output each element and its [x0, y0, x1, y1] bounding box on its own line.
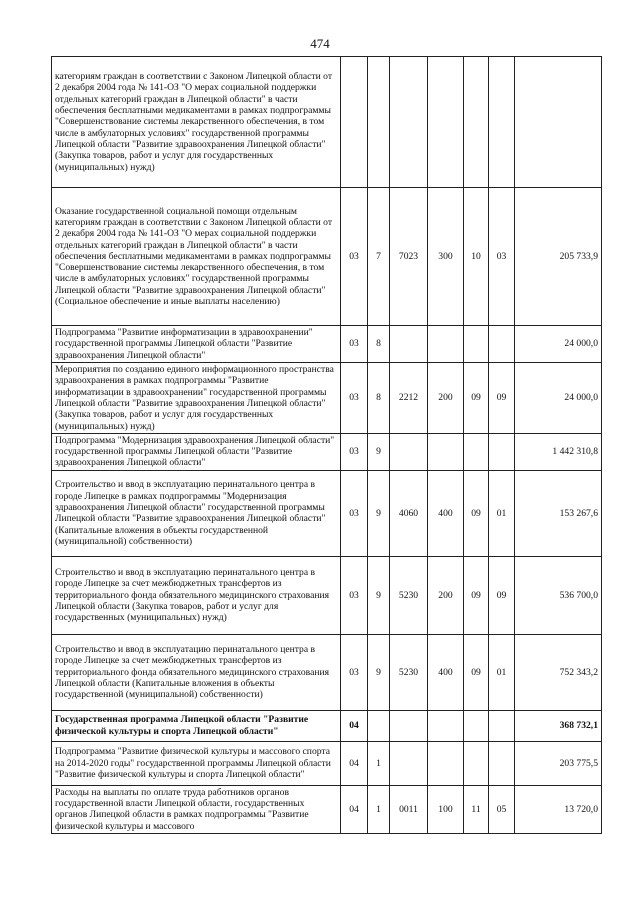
code-subprogram: 9: [368, 634, 390, 710]
row-amount: 536 700,0: [515, 556, 602, 634]
code-expense-type: 300: [428, 188, 464, 326]
code-article: [390, 710, 428, 741]
code-article: [390, 326, 428, 363]
code-subsection: [489, 326, 515, 363]
row-name: Строительство и ввод в эксплуатацию перинатального центра в городе Липецке за счет межбюджетных трансфертов из территориального фонда обязательного медицинского страхования Липецкой области (Закупка товаров, работ и услуг для государственных (муниципальных) нужд): [52, 556, 341, 634]
code-article: 5230: [390, 556, 428, 634]
code-section: 10: [464, 188, 489, 326]
code-program: 03: [341, 470, 368, 556]
code-subprogram: 7: [368, 188, 390, 326]
row-name: Подпрограмма "Модернизация здравоохранения Липецкой области" государственной программы Липецкой области "Развитие здравоохранения Липецкой области": [52, 433, 341, 470]
table-row: [52, 188, 602, 326]
row-amount: 205 733,9: [515, 188, 602, 326]
code-subsection: 05: [489, 785, 515, 833]
row-name: Оказание государственной социальной помощи отдельным категориям граждан в соответствии с Законом Липецкой области от 2 декабря 2004 года № 141-ОЗ "О мерах социальной поддержки отдельных категорий граждан в Липецкой области" в части обеспечения бесплатными медикаментами в рамках подпрограммы "Совершенствование системы лекарственного обеспечения, в том числе в амбулаторных условиях" государственной программы Липецкой области "Развитие здравоохранения Липецкой области" (Социальное обеспечение и иные выплаты населению): [52, 188, 341, 326]
code-expense-type: 400: [428, 634, 464, 710]
code-expense-type: [428, 710, 464, 741]
row-amount: 153 267,6: [515, 470, 602, 556]
code-section: 09: [464, 556, 489, 634]
code-expense-type: [428, 57, 464, 188]
code-program: 03: [341, 362, 368, 433]
code-subsection: 03: [489, 188, 515, 326]
budget-table: [51, 56, 602, 834]
row-name: Строительство и ввод в эксплуатацию перинатального центра в городе Липецке в рамках подпрограммы "Модернизация здравоохранения Липецкой области" государственной программы Липецкой области "Развитие здравоохранения Липецкой области" (Капитальные вложения в объекты государственной (муниципальной) собственности): [52, 470, 341, 556]
code-subsection: [489, 433, 515, 470]
row-amount: 13 720,0: [515, 785, 602, 833]
code-section: [464, 57, 489, 188]
code-section: 09: [464, 634, 489, 710]
code-program: 03: [341, 433, 368, 470]
code-article: 4060: [390, 470, 428, 556]
code-subprogram: 1: [368, 741, 390, 785]
row-name: Государственная программа Липецкой области "Развитие физической культуры и спорта Липецкой области": [52, 710, 341, 741]
code-program: 03: [341, 326, 368, 363]
code-expense-type: 100: [428, 785, 464, 833]
code-subsection: 09: [489, 556, 515, 634]
table-row: [52, 710, 602, 741]
row-amount: 1 442 310,8: [515, 433, 602, 470]
code-subsection: 01: [489, 634, 515, 710]
code-subsection: 09: [489, 362, 515, 433]
code-program: 03: [341, 188, 368, 326]
code-article: [390, 57, 428, 188]
code-section: [464, 741, 489, 785]
code-program: 04: [341, 741, 368, 785]
code-article: 0011: [390, 785, 428, 833]
code-section: 09: [464, 362, 489, 433]
code-article: 5230: [390, 634, 428, 710]
code-subprogram: 9: [368, 470, 390, 556]
row-name: Мероприятия по созданию единого информационного пространства здравоохранения в рамках подпрограммы "Развитие информатизации в здравоохранении" государственной программы Липецкой области "Развитие здравоохранения Липецкой области" (Закупка товаров, работ и услуг для государственных (муниципальных) нужд): [52, 362, 341, 433]
row-amount: 24 000,0: [515, 362, 602, 433]
code-subprogram: [368, 710, 390, 741]
row-amount: 24 000,0: [515, 326, 602, 363]
code-subprogram: 9: [368, 433, 390, 470]
table-row: [52, 433, 602, 470]
code-section: 11: [464, 785, 489, 833]
code-expense-type: 400: [428, 470, 464, 556]
table-row: [52, 741, 602, 785]
code-subsection: [489, 710, 515, 741]
code-expense-type: 200: [428, 362, 464, 433]
code-subprogram: 8: [368, 326, 390, 363]
code-program: 03: [341, 634, 368, 710]
code-subprogram: [368, 57, 390, 188]
table-row: [52, 470, 602, 556]
code-article: [390, 433, 428, 470]
row-name: Расходы на выплаты по оплате труда работников органов государственной власти Липецкой области, государственных органов Липецкой области в рамках подпрограммы "Развитие физической культуры и массового: [52, 785, 341, 833]
code-expense-type: [428, 433, 464, 470]
code-section: [464, 433, 489, 470]
code-program: 04: [341, 785, 368, 833]
page-number: 474: [310, 36, 330, 51]
code-section: [464, 326, 489, 363]
code-subprogram: 9: [368, 556, 390, 634]
row-name: Подпрограмма "Развитие физической культуры и массового спорта на 2014-2020 годы" государственной программы Липецкой области "Развитие физической культуры и спорта Липецкой области": [52, 741, 341, 785]
code-program: [341, 57, 368, 188]
table-row: [52, 785, 602, 833]
code-subsection: 01: [489, 470, 515, 556]
row-name: Подпрограмма "Развитие информатизации в здравоохранении" государственной программы Липецкой области "Развитие здравоохранения Липецкой области": [52, 326, 341, 363]
table-row: [52, 362, 602, 433]
row-amount: 203 775,5: [515, 741, 602, 785]
code-article: [390, 741, 428, 785]
code-expense-type: [428, 741, 464, 785]
code-section: 09: [464, 470, 489, 556]
table-row: [52, 326, 602, 363]
code-subprogram: 8: [368, 362, 390, 433]
code-section: [464, 710, 489, 741]
row-amount: [515, 57, 602, 188]
code-article: 7023: [390, 188, 428, 326]
row-name: Строительство и ввод в эксплуатацию перинатального центра в городе Липецке за счет межбюджетных трансфертов из территориального фонда обязательного медицинского страхования Липецкой области (Капитальные вложения в объекты государственной (муниципальной) собственности): [52, 634, 341, 710]
code-subprogram: 1: [368, 785, 390, 833]
table-row: [52, 57, 602, 188]
code-expense-type: 200: [428, 556, 464, 634]
row-amount: 368 732,1: [515, 710, 602, 741]
code-expense-type: [428, 326, 464, 363]
code-program: 03: [341, 556, 368, 634]
table-row: [52, 556, 602, 634]
code-program: 04: [341, 710, 368, 741]
table-row: [52, 634, 602, 710]
row-amount: 752 343,2: [515, 634, 602, 710]
code-subsection: [489, 741, 515, 785]
code-article: 2212: [390, 362, 428, 433]
code-subsection: [489, 57, 515, 188]
row-name: категориям граждан в соответствии с Законом Липецкой области от 2 декабря 2004 года № 141-ОЗ "О мерах социальной поддержки отдельных категорий граждан в Липецкой области" в части обеспечения бесплатными медикаментами в рамках подпрограммы "Совершенствование системы лекарственного обеспечения, в том числе в амбулаторных условиях" государственной программы Липецкой области "Развитие здравоохранения Липецкой области" (Закупка товаров, работ и услуг для государственных (муниципальных) нужд): [52, 57, 341, 188]
